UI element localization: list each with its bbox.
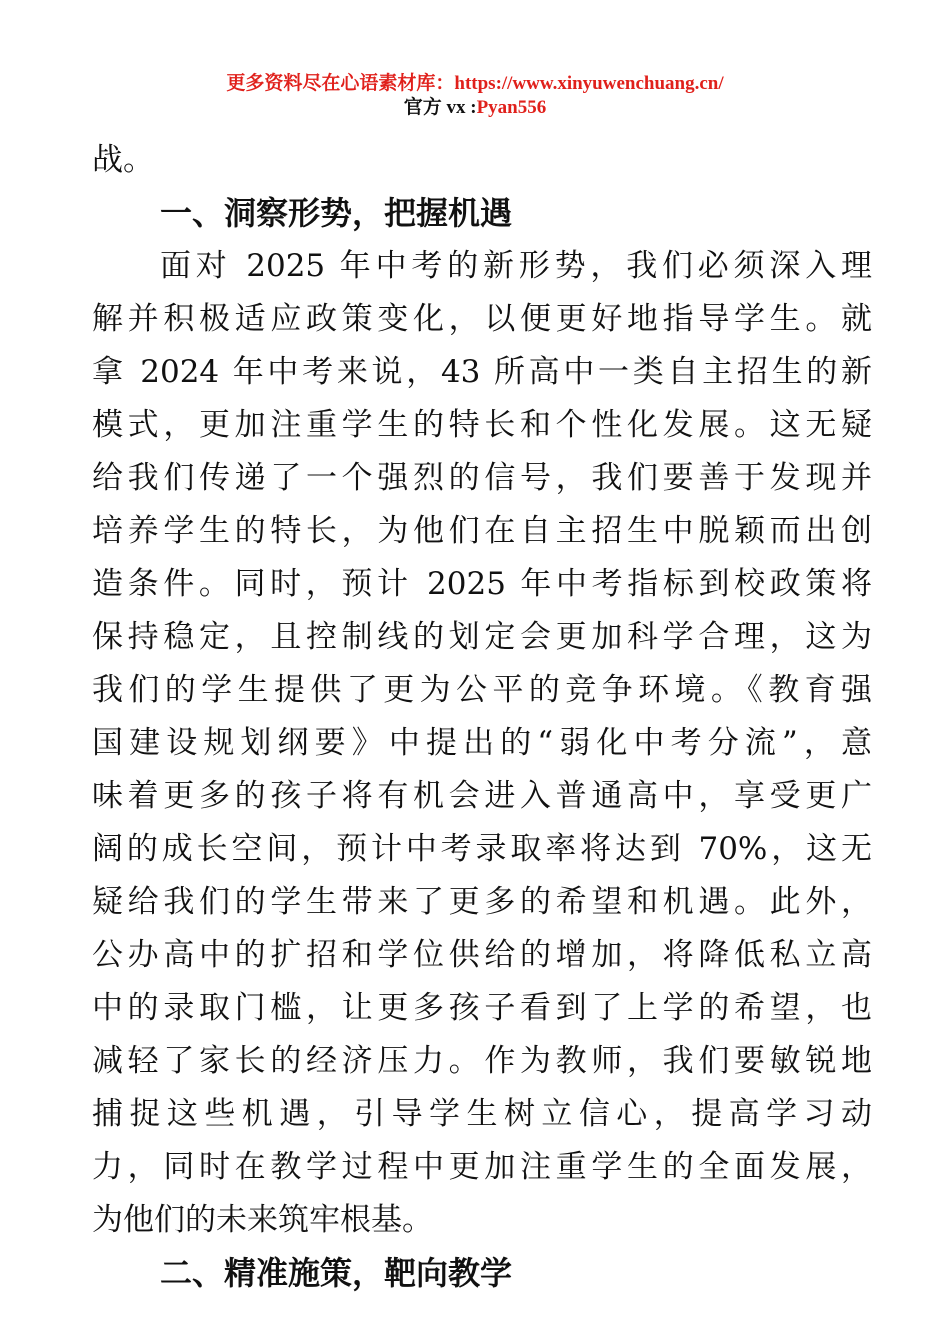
text-line: 面对 2025 年中考的新形势，我们必须深入理 [160,248,872,284]
text-line: 造条件。同时，预计 2025 年中考指标到校政策将 [92,566,872,602]
text-line: 战。 [92,142,154,178]
text-line: 保持稳定，且控制线的划定会更加科学合理，这为 [92,619,872,655]
section-heading-1: 一、洞察形势，把握机遇 [160,194,513,232]
text-line: 培养学生的特长，为他们在自主招生中脱颖而出创 [92,513,872,549]
text-line: 减轻了家长的经济压力。作为教师，我们要敏锐地 [92,1043,872,1079]
page-header [0,72,950,120]
document-body [92,134,872,1300]
text-line: 我们的学生提供了更为公平的竞争环境。《教育强 [92,672,872,708]
header-line-1 [0,72,950,96]
text-line: 给我们传递了一个强烈的信号，我们要善于发现并 [92,460,872,496]
text-line: 捕捉这些机遇，引导学生树立信心，提高学习动 [92,1096,872,1132]
header-line-2 [0,96,950,120]
text-line: 阔的成长空间，预计中考录取率将达到 70%，这无 [92,831,872,867]
text-line: 国建设规划纲要》中提出的“弱化中考分流”，意 [92,725,872,761]
text-line: 拿 2024 年中考来说，43 所高中一类自主招生的新 [92,354,872,390]
text-line: 为他们的未来筑牢根基。 [92,1202,433,1238]
text-line: 公办高中的扩招和学位供给的增加，将降低私立高 [92,937,872,973]
text-line: 力，同时在教学过程中更加注重学生的全面发展， [92,1149,872,1185]
text-line: 解并积极适应政策变化，以便更好地指导学生。就 [92,301,872,337]
text-line: 模式，更加注重学生的特长和个性化发展。这无疑 [92,407,872,443]
text-line: 中的录取门槛，让更多孩子看到了上学的希望，也 [92,990,872,1026]
header-vx-id: Pyan556 [476,97,547,118]
header-source-label: 更多资料尽在心语素材库： [226,73,455,94]
text-line: 味着更多的孩子将有机会进入普通高中，享受更广 [92,778,872,814]
section-heading-2: 二、精准施策，靶向教学 [160,1254,513,1292]
header-source-link[interactable]: https://www.xinyuwenchuang.cn/ [454,73,724,94]
header-vx-label: 官方 vx : [403,97,477,118]
text-line: 疑给我们的学生带来了更多的希望和机遇。此外， [92,884,872,920]
